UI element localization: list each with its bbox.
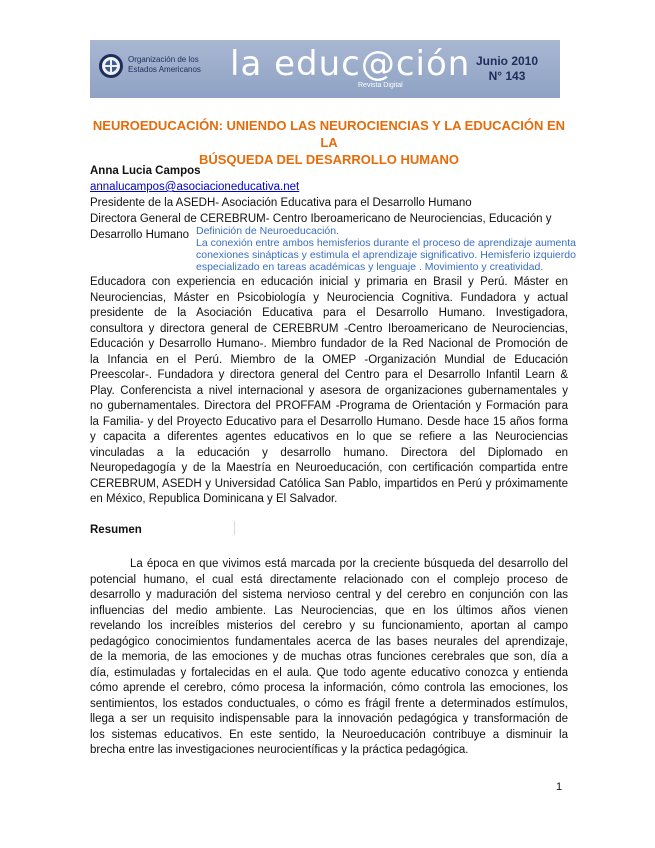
bio-line: y capacita a diferentes agentes educativos en lo que se refiere a las Neurociencias	[90, 431, 568, 443]
bio-line: Play. Conferencista a nivel internacional y asesora de organizaciones gubernamentales y	[90, 384, 568, 397]
summary-line: pedagógico conocimientos fundamentales acerca de las bases neurales del aprendizaje,	[90, 635, 568, 648]
bio-line: Neurociencias, Máster en Psicobiología y Neurociencia Cognitiva. Fundadora y actual	[90, 291, 568, 304]
annotation-line: especializado en tareas académicas y lenguaje . Movimiento y creatividad.	[196, 261, 544, 273]
issue-info	[462, 54, 552, 84]
bio-line: Educación y Desarrollo Humano-. Miembro fundador de la Red Nacional de Promoción de	[90, 338, 568, 350]
annotation-line: conexiones sinápticas y estimula el aprendizaje significativo. Hemisferio izquierdo	[196, 249, 576, 261]
bio-line: Educadora con experiencia en educación inicial y primaria en Brasil y Perú. Máster en	[90, 276, 568, 288]
article-title-line2: BÚSQUEDA DEL DESARROLLO HUMANO	[198, 152, 459, 167]
bio-line: no gubernamentales. Directora del PROFFAM -Programa de Orientación y Formación para	[90, 400, 568, 412]
summary-line: día, estimuladas y fortalecidas en el aula. Que todo agente educativo conozca y entienda	[90, 666, 568, 679]
issue-date: Junio 2010	[475, 54, 539, 68]
bio-line: la Infancia en el Perú. Miembro de la OMEP -Organización Mundial de Educación	[90, 353, 568, 366]
author-role-2: Directora General de CEREBRUM- Centro Iberoamericano de Neurociencias, Educación y	[90, 213, 552, 225]
margin-annotation[interactable]	[196, 225, 576, 273]
summary-line: sentimientos, los estados conductuales, o cómo es frágil frente a determinados estímulos,	[90, 697, 568, 710]
author-role-3: Desarrollo Humano	[90, 229, 190, 241]
annotation-line: Definición de Neuroeducación.	[196, 225, 340, 237]
summary-line: llega a ser un requisito indispensable para la innovación pedagógica y transformación de	[90, 713, 568, 725]
summary-line: de la memoria, de las emociones y de muchas otras funciones cerebrales que son, día a	[90, 651, 568, 663]
annotation-line: La conexión entre ambos hemisferios durante el proceso de aprendizaje aumenta	[196, 237, 576, 249]
author-email-link[interactable]: annalucampos@asociacioneducativa.net	[90, 181, 300, 193]
summary-line: potencial humano, el cual está directamente relacionado con el complejo proceso de	[90, 573, 568, 586]
oas-seal-icon	[98, 53, 124, 79]
article-title	[90, 117, 568, 168]
summary-line: desarrollo y maduración del sistema nervioso central y del cerebro en conjunción con las	[90, 589, 568, 601]
org-name	[128, 55, 218, 75]
page-number: 1	[556, 781, 563, 793]
bio-line: Preescolar-. Fundadora y directora general del Centro para el Desarrollo Infantil Learn &	[90, 369, 568, 381]
summary-line: cómo aprende el cerebro, cómo procesa la información, cómo controla las emociones, los	[90, 682, 568, 694]
org-name-line2: Estados Americanos	[128, 65, 201, 74]
bio-line: la Familia- y del Proyecto Educativo para el Desarrollo Humano. Desde hace 15 años forma	[90, 415, 568, 428]
summary-paragraph	[90, 557, 568, 759]
summary-line: influencias del medio ambiente. Las Neurociencias, que en los últimos años vienen	[90, 604, 568, 617]
text-cursor	[234, 521, 235, 535]
summary-line: revelando los increíbles misterios del cerebro y su funcionamiento, aportan al campo	[90, 620, 568, 632]
bio-line: Neuropedagogía y de la Maestría en Neuroeducación, con certificación compartida entre	[90, 462, 568, 474]
bio-line: consultora y directora general de CEREBRUM -Centro Iberoamericano de Neurociencias,	[90, 322, 568, 335]
issue-number: N° 143	[488, 69, 526, 83]
magazine-title: la educ@ción	[230, 44, 471, 84]
article-title-line1: NEUROEDUCACIÓN: UNIENDO LAS NEUROCIENCIAS Y LA EDUCACIÓN EN LA	[92, 118, 566, 150]
summary-heading: Resumen	[90, 524, 142, 536]
author-role-1: Presidente de la ASEDH- Asociación Educativa para el Desarrollo Humano	[90, 197, 472, 209]
bio-line: vinculadas a la educación y desarrollo humano. Directora del Diplomado en	[90, 446, 568, 459]
bio-line: presidente de la Asociación Educativa para el Desarrollo Humano. Investigadora,	[90, 307, 568, 319]
summary-line: brecha entre las investigaciones neurocientíficas y la práctica pedagógica.	[90, 744, 469, 756]
summary-line: los sistemas educativos. En este sentido, la Neuroeducación contribuye a disminuir la	[90, 728, 568, 741]
org-name-line1: Organización de los	[128, 55, 199, 64]
author-biography	[90, 275, 568, 508]
bio-line: en México, Republica Dominicana y El Salvador.	[90, 493, 338, 505]
summary-line: La época en que vivimos está marcada por la creciente búsqueda del desarrollo del	[130, 558, 568, 570]
author-name: Anna Lucia Campos	[90, 165, 201, 177]
magazine-subtitle: Revista Digital	[358, 82, 403, 89]
bio-line: CEREBRUM, ASEDH y Universidad Católica San Pablo, impartidos en Perú y próximamente	[90, 477, 568, 490]
